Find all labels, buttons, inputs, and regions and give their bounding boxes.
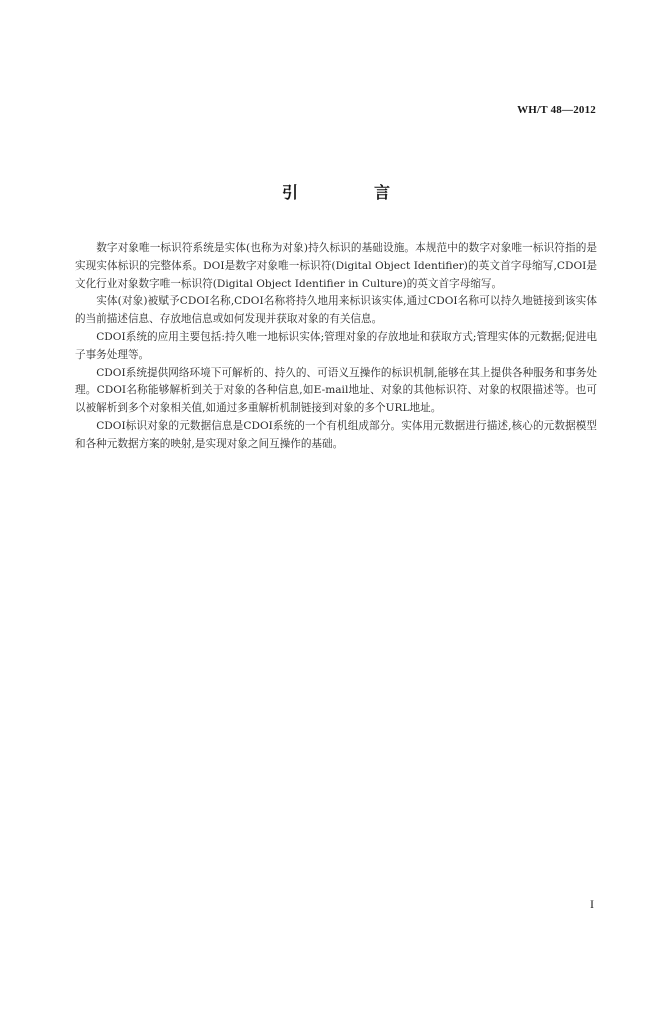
paragraph: CDOI系统提供网络环境下可解析的、持久的、可语义互操作的标识机制,能够在其上提供各种服务和事务处理。CDOI名称能够解析到关于对象的各种信息,如E-mail地址、对象的其他标识符、对象的权限描述等。也可以被解析到多个对象相关值,如通过多重解析机制链接到对象的多个URL地址。: [75, 366, 597, 415]
paragraph: 数字对象唯一标识符系统是实体(也称为对象)持久标识的基础设施。本规范中的数字对象唯一标识符指的是实现实体标识的完整体系。DOI是数字对象唯一标识符(Digital Object Identifier)的英文首字母缩写,CDOI是文化行业对象数字唯一标识符(Digital Object Identifier in Culture)的英文首字母缩写。: [75, 242, 597, 290]
paragraph: 实体(对象)被赋予CDOI名称,CDOI名称将持久地用来标识该实体,通过CDOI名称可以持久地链接到该实体的当前描述信息、存放地信息或如何发现并获取对象的有关信息。: [75, 295, 597, 326]
paragraph: CDOI系统的应用主要包括:持久唯一地标识实体;管理对象的存放地址和获取方式;管理实体的元数据;促进电子事务处理等。: [75, 330, 597, 361]
page-number: I: [590, 897, 594, 911]
body-text: [75, 240, 597, 454]
paragraph: CDOI标识对象的元数据信息是CDOI系统的一个有机组成部分。实体用元数据进行描述,核心的元数据模型和各种元数据方案的映射,是实现对象之间互操作的基础。: [75, 419, 597, 450]
page-title: 引 言: [281, 183, 420, 202]
standard-code: WH/T 48—2012: [517, 104, 596, 116]
